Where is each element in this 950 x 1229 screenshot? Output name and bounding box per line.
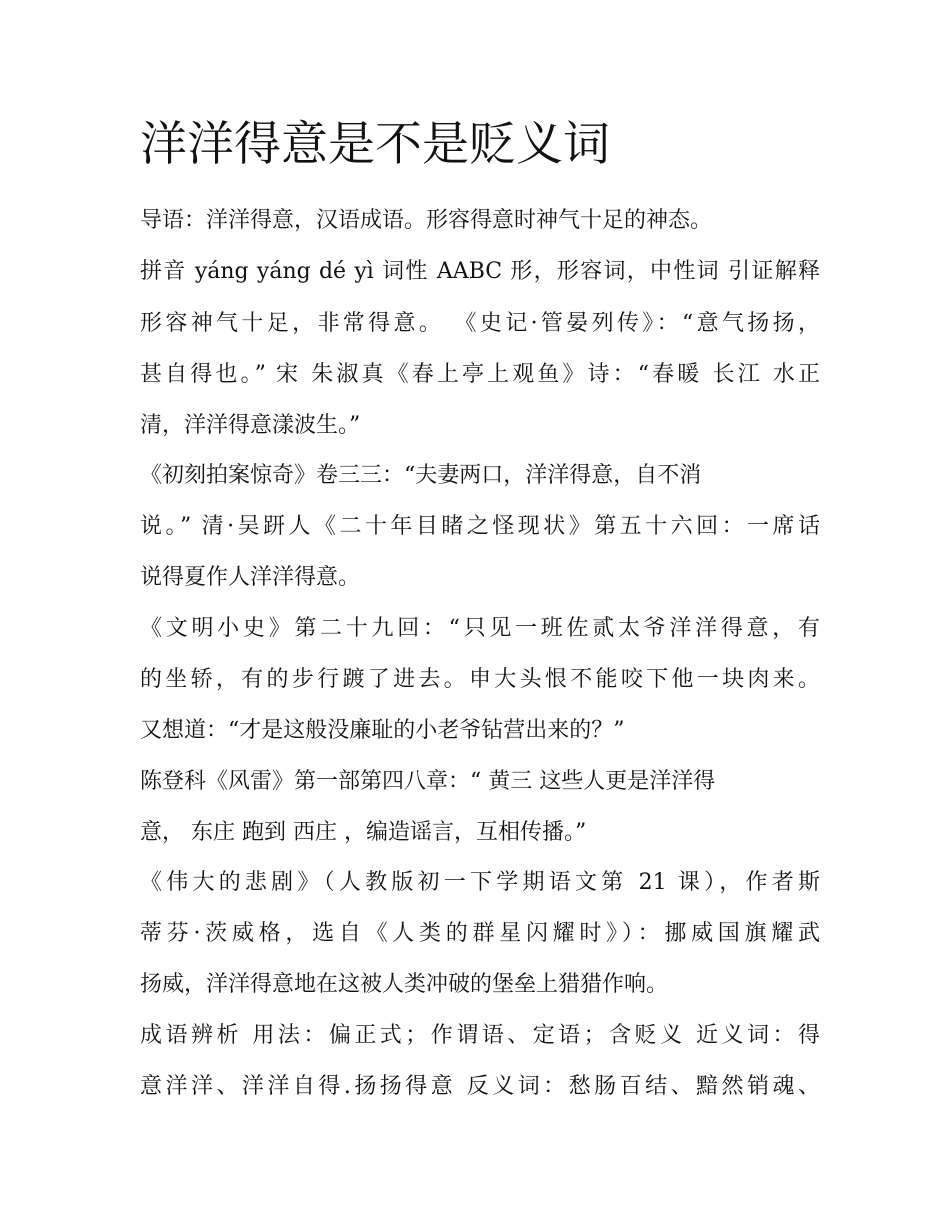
text-line: 甚自得也。” 宋 朱淑真《春上亭上观鱼》诗：“春暖 长江 水正	[140, 362, 820, 387]
text-line: 清，洋洋得意漾波生。”	[140, 413, 361, 438]
text-line: 《初刻拍案惊奇》卷三三：“夫妻两口，洋洋得意，自不消	[140, 463, 702, 488]
text-line: 《伟大的悲剧》（人教版初一下学期语文第 21 课），作者斯	[140, 870, 820, 895]
text-line: 说。” 清·吴趼人《二十年目睹之怪现状》第五十六回：一席话	[140, 514, 820, 539]
text-line: 形容神气十足，非常得意。 《史记·管晏列传》：“意气扬扬，	[140, 311, 820, 336]
page-title: 洋洋得意是不是贬义词	[140, 117, 610, 172]
text-line: 蒂芬·茨威格，选自《人类的群星闪耀时》）：挪威国旗耀武	[140, 921, 820, 946]
text-line: 意洋洋、洋洋自得.扬扬得意 反义词：愁肠百结、黯然销魂、	[140, 1074, 820, 1099]
text-line: 说得夏作人洋洋得意。	[140, 565, 361, 590]
text-line: 又想道：“才是这般没廉耻的小老爷钻营出来的？”	[140, 718, 625, 743]
text-line: 成语辨析 用法：偏正式；作谓语、定语；含贬义 近义词：得	[140, 1023, 820, 1048]
text-line: 意， 东庄 跑到 西庄 ，编造谣言，互相传播。”	[140, 820, 587, 845]
text-line: 陈登科《风雷》第一部第四八章：“ 黄三 这些人更是洋洋得	[140, 769, 716, 794]
text-line: 导语：洋洋得意，汉语成语。形容得意时神气十足的神态。	[140, 208, 713, 233]
text-line: 拼音 yáng yáng dé yì 词性 AABC 形，形容词，中性词 引证解释	[140, 259, 820, 284]
text-line: 的坐轿，有的步行踱了进去。申大头恨不能咬下他一块肉来。	[140, 667, 820, 692]
text-line: 扬威，洋洋得意地在这被人类冲破的堡垒上猎猎作响。	[140, 972, 669, 997]
text-line: 《文明小史》第二十九回：“只见一班佐贰太爷洋洋得意，有	[140, 616, 820, 641]
